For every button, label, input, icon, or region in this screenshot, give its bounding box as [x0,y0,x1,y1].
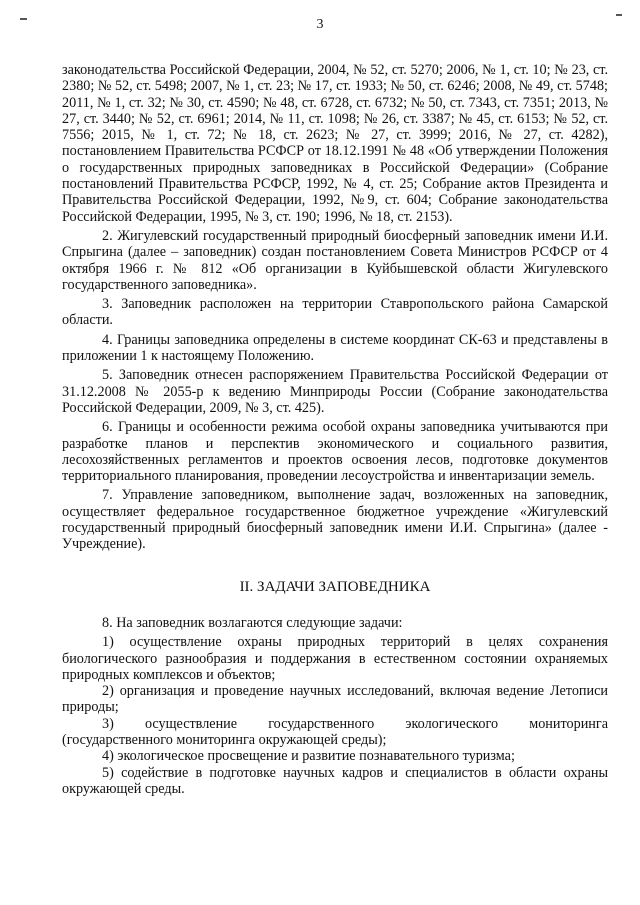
page-number: 3 [316,17,324,32]
task-item-3: 3) осуществление государственного экологического мониторинга (государственного мониторинга окружающей среды); [62,715,608,748]
paragraph-8-intro: 8. На заповедник возлагаются следующие задачи: [102,614,403,631]
paragraph-7: 7. Управление заповедником, выполнение задач, возложенных на заповедник, осуществляет федеральное государственное бюджетное учреждение «Жигулевский государственный природный биосферный заповедник имени И.И. Спрыгина» (далее - Учреждение). [62,487,608,553]
task-item-4: 4) экологическое просвещение и развитие познавательного туризма; [102,748,515,765]
paragraph-2: 2. Жигулевский государственный природный биосферный заповедник имени И.И. Спрыгина (далее – заповедник) создан постановлением Совета Министров РСФСР от 4 октября 1966 г. № 812 «Об организации в Куйбышевской области Жигулевского государственного заповедника». [62,227,608,293]
paragraph-6: 6. Границы и особенности режима особой охраны заповедника учитываются при разработке планов и перспектив экономического и социального развития, лесохозяйственных регламентов и проектов освоения лесов, подготовке документов территориального планирования, проведении лесоустройства и инвентаризации земель. [62,419,608,485]
task-item-5: 5) содействие в подготовке научных кадров и специалистов в области охраны окружающей среды. [62,764,608,797]
document-body [62,62,608,797]
scan-mark-right [616,14,622,16]
paragraph-legislation-refs: законодательства Российской Федерации, 2004, № 52, ст. 5270; 2006, № 1, ст. 10; № 23, ст. 2380; № 52, ст. 5498; 2007, № 1, ст. 23; № 17, ст. 1933; № 50, ст. 6246; 2008, № 49, ст. 5748; 2011, № 1, ст. 32; № 30, ст. 4590; № 48, ст. 6728, ст. 6732; № 50, ст. 7343, ст. 7351; 2013, № 27, ст. 3440; № 52, ст. 6961; 2014, № 11, ст. 1098; № 26, ст. 3387; № 45, ст. 6153; № 52, ст. 7556; 2015, № 1, ст. 72; № 18, ст. 2623; № 27, ст. 3999; 2016, № 27, ст. 4282), постановлением Правительства РСФСР от 18.12.1991 № 48 «Об утверждении Положения о государственных природных заповедниках в Российской Федерации» (Собрание постановлений Правительства РСФСР, 1992, № 4, ст. 25; Собрание актов Президента и Правительства Российской Федерации, 1992, №9, ст. 604; Собрание законодательства Российской Федерации, 1995, № 3, ст. 190; 1996, № 18, ст. 2153). [62,62,608,225]
paragraph-3: 3. Заповедник расположен на территории Ставропольского района Самарской области. [62,296,608,329]
paragraph-5: 5. Заповедник отнесен распоряжением Правительства Российской Федерации от 31.12.2008 № 2055-р к ведению Минприроды России (Собрание законодательства Российской Федерации, 2009, № 3, ст. 425). [62,367,608,416]
section-heading: II. ЗАДАЧИ ЗАПОВЕДНИКА [239,578,431,595]
task-item-2: 2) организация и проведение научных исследований, включая ведение Летописи природы; [62,683,608,716]
paragraph-4: 4. Границы заповедника определены в системе координат СК-63 и представлены в приложении 1 к настоящему Положению. [62,331,608,365]
task-item-1: 1) осуществление охраны природных территорий в целях сохранения биологического разнообразия и поддержания в естественном состоянии охраняемых природных комплексов и объектов; [62,634,608,683]
